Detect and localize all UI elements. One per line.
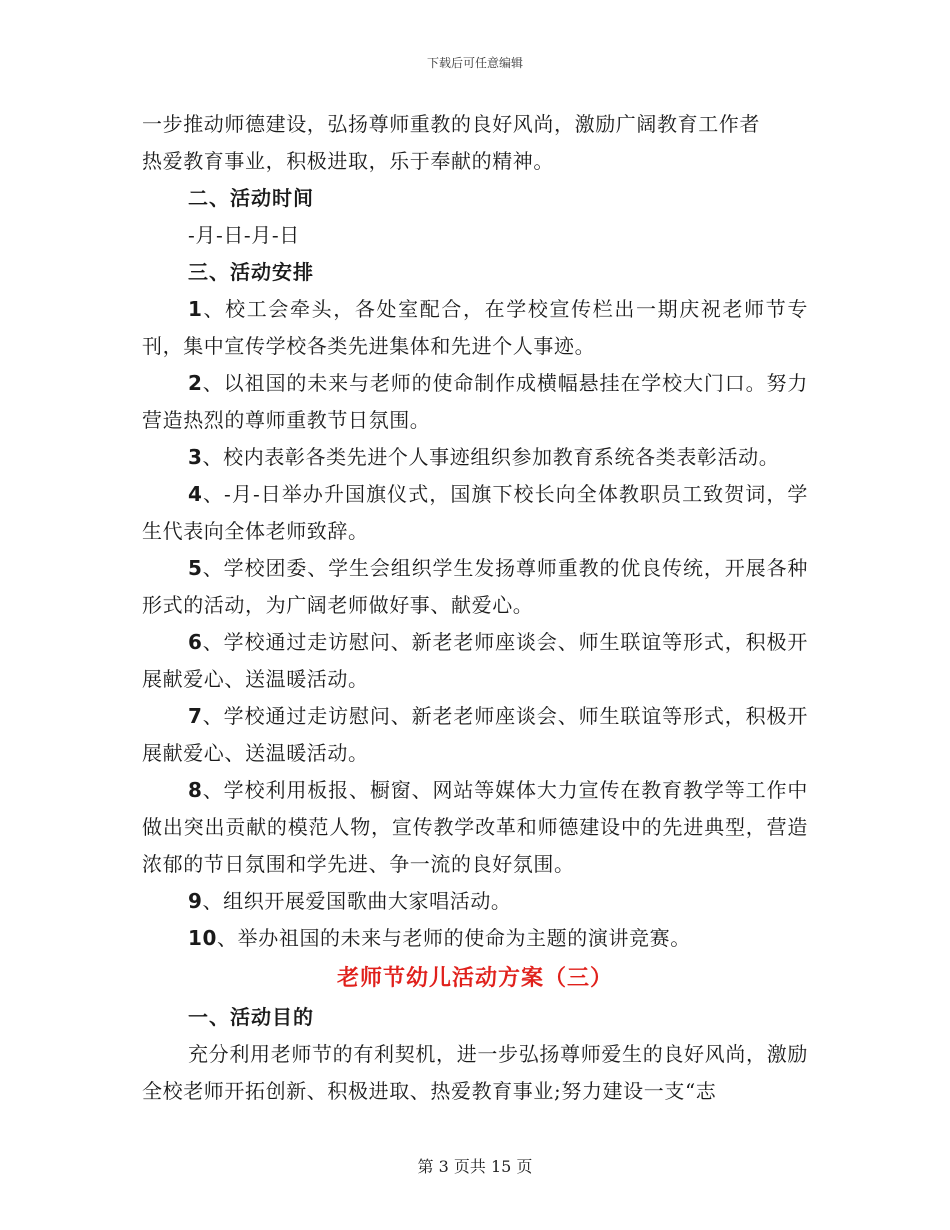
item-text: 、学校通过走访慰问、新老老师座谈会、师生联谊等形式，积极开展献爱心、送温暖活动。 (142, 630, 808, 691)
item-text: 、学校团委、学生会组织学生发扬尊师重教的优良传统，开展各种形式的活动，为广阔老师做好事、献爱心。 (142, 556, 808, 617)
item-number: 5 (188, 556, 203, 580)
item-text: 、-月-日举办升国旗仪式，国旗下校长向全体教职员工致贺词，学生代表向全体老师致辞。 (142, 482, 808, 543)
list-item (142, 365, 808, 439)
item-text: 、以祖国的未来与老师的使命制作成横幅悬挂在学校大门口。努力营造热烈的尊师重教节日氛围。 (142, 371, 808, 432)
item-number: 8 (188, 778, 203, 802)
intro-line-2: 热爱教育事业，积极进取，乐于奉献的精神。 (142, 149, 554, 173)
item-text: 、学校利用板报、橱窗、网站等媒体大力宣传在教育教学等工作中做出突出贡献的模范人物，宣传教学改革和师德建设中的先进典型，营造浓郁的节日氛围和学先进、争一流的良好氛围。 (142, 778, 808, 876)
activity-purpose-text: 充分利用老师节的有利契机，进一步弘扬尊师爱生的良好风尚，激励全校老师开拓创新、积极进取、热爱教育事业;努力建设一支“志 (142, 1042, 808, 1103)
list-item (142, 439, 808, 476)
heading-activity-time: 二、活动时间 (188, 186, 314, 210)
document-body (142, 106, 808, 1110)
list-item (142, 476, 808, 550)
item-text: 、举办祖国的未来与老师的使命为主题的演讲竞赛。 (217, 926, 691, 950)
item-number: 7 (188, 704, 203, 728)
item-text: 、组织开展爱国歌曲大家唱活动。 (202, 889, 512, 913)
list-item (142, 624, 808, 698)
item-number: 9 (188, 889, 203, 913)
page-header-note: 下载后可任意编辑 (426, 56, 523, 70)
list-item (142, 291, 808, 365)
list-item (142, 772, 808, 883)
heading-activity-purpose: 一、活动目的 (188, 1005, 314, 1029)
item-number: 2 (188, 371, 203, 395)
page-number-footer: 第 3 页共 15 页 (417, 1157, 533, 1176)
item-text: 、校内表彰各类先进个人事迹组织参加教育系统各类表彰活动。 (202, 445, 780, 469)
list-item (142, 550, 808, 624)
heading-activity-arrangement: 三、活动安排 (188, 260, 314, 284)
list-item (142, 920, 808, 957)
item-number: 1 (188, 297, 203, 321)
intro-line-1: 一步推动师德建设，弘扬尊师重教的良好风尚，激励广阔教育工作者 (142, 112, 760, 136)
item-text: 、学校通过走访慰问、新老老师座谈会、师生联谊等形式，积极开展献爱心、送温暖活动。 (142, 704, 808, 765)
item-number: 4 (188, 482, 203, 506)
list-item (142, 883, 808, 920)
activity-time-text: -月-日-月-日 (188, 223, 300, 247)
item-text: 、校工会牵头，各处室配合，在学校宣传栏出一期庆祝老师节专刊，集中宣传学校各类先进集体和先进个人事迹。 (142, 297, 808, 358)
item-number: 6 (188, 630, 203, 654)
section-title: 老师节幼儿活动方案（三） (336, 966, 613, 991)
item-number: 3 (188, 445, 203, 469)
item-number: 10 (188, 926, 218, 950)
list-item (142, 698, 808, 772)
